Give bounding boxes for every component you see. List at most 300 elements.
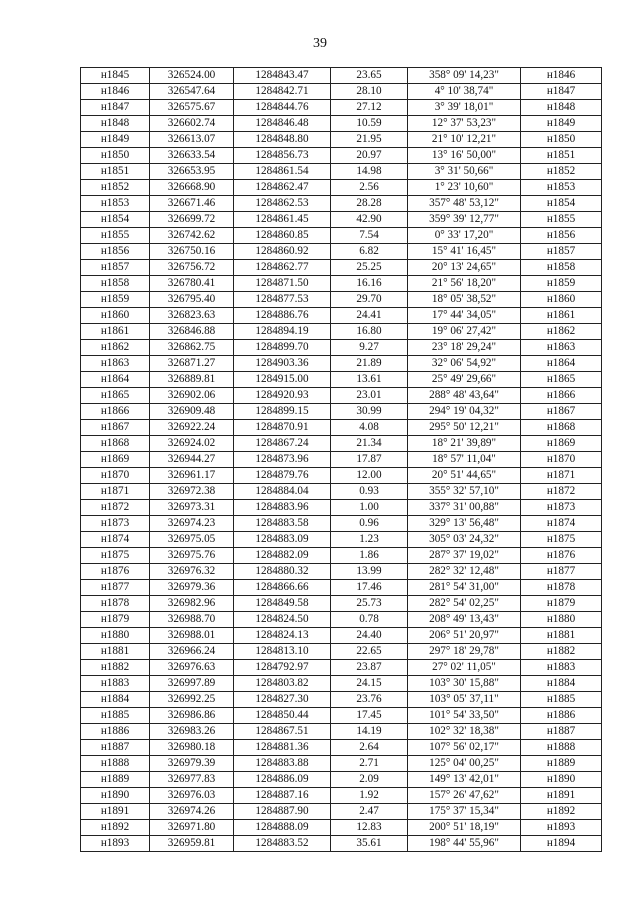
- distance-cell: 12.83: [331, 820, 408, 836]
- x-coordinate-cell: 326924.02: [150, 436, 234, 452]
- y-coordinate-cell: 1284844.76: [234, 100, 331, 116]
- point-to-cell: н1859: [521, 276, 602, 292]
- y-coordinate-cell: 1284899.70: [234, 340, 331, 356]
- table-row: [81, 452, 602, 468]
- bearing-cell: 175° 37' 15,34": [408, 804, 521, 820]
- table-row: [81, 436, 602, 452]
- point-to-cell: н1848: [521, 100, 602, 116]
- table-row: [81, 148, 602, 164]
- point-to-cell: н1877: [521, 564, 602, 580]
- x-coordinate-cell: 326971.80: [150, 820, 234, 836]
- point-to-cell: н1866: [521, 388, 602, 404]
- table-row: [81, 788, 602, 804]
- point-from-cell: н1854: [81, 212, 150, 228]
- point-to-cell: н1889: [521, 756, 602, 772]
- table-row: [81, 68, 602, 84]
- x-coordinate-cell: 326972.38: [150, 484, 234, 500]
- point-from-cell: н1888: [81, 756, 150, 772]
- coordinates-table: [80, 67, 602, 852]
- table-row: [81, 692, 602, 708]
- point-to-cell: н1867: [521, 404, 602, 420]
- table-row: [81, 100, 602, 116]
- distance-cell: 1.92: [331, 788, 408, 804]
- table-row: [81, 500, 602, 516]
- point-from-cell: н1878: [81, 596, 150, 612]
- distance-cell: 7.54: [331, 228, 408, 244]
- bearing-cell: 18° 21' 39,89": [408, 436, 521, 452]
- point-from-cell: н1893: [81, 836, 150, 852]
- bearing-cell: 282° 54' 02,25": [408, 596, 521, 612]
- bearing-cell: 357° 48' 53,12": [408, 196, 521, 212]
- y-coordinate-cell: 1284848.80: [234, 132, 331, 148]
- x-coordinate-cell: 326961.17: [150, 468, 234, 484]
- y-coordinate-cell: 1284862.77: [234, 260, 331, 276]
- bearing-cell: 17° 44' 34,05": [408, 308, 521, 324]
- table-row: [81, 372, 602, 388]
- table-row: [81, 276, 602, 292]
- bearing-cell: 0° 33' 17,20": [408, 228, 521, 244]
- bearing-cell: 102° 32' 18,38": [408, 724, 521, 740]
- point-from-cell: н1879: [81, 612, 150, 628]
- distance-cell: 2.56: [331, 180, 408, 196]
- bearing-cell: 200° 51' 18,19": [408, 820, 521, 836]
- point-from-cell: н1891: [81, 804, 150, 820]
- distance-cell: 17.46: [331, 580, 408, 596]
- point-to-cell: н1861: [521, 308, 602, 324]
- y-coordinate-cell: 1284866.66: [234, 580, 331, 596]
- bearing-cell: 18° 05' 38,52": [408, 292, 521, 308]
- distance-cell: 24.41: [331, 308, 408, 324]
- point-from-cell: н1859: [81, 292, 150, 308]
- bearing-cell: 288° 48' 43,64": [408, 388, 521, 404]
- bearing-cell: 15° 41' 16,45": [408, 244, 521, 260]
- point-to-cell: н1886: [521, 708, 602, 724]
- x-coordinate-cell: 326975.05: [150, 532, 234, 548]
- point-from-cell: н1864: [81, 372, 150, 388]
- x-coordinate-cell: 326613.07: [150, 132, 234, 148]
- bearing-cell: 287° 37' 19,02": [408, 548, 521, 564]
- point-to-cell: н1855: [521, 212, 602, 228]
- bearing-cell: 21° 56' 18,20": [408, 276, 521, 292]
- bearing-cell: 157° 26' 47,62": [408, 788, 521, 804]
- point-from-cell: н1874: [81, 532, 150, 548]
- distance-cell: 28.28: [331, 196, 408, 212]
- point-to-cell: н1874: [521, 516, 602, 532]
- bearing-cell: 208° 49' 13,43": [408, 612, 521, 628]
- x-coordinate-cell: 326977.83: [150, 772, 234, 788]
- distance-cell: 13.61: [331, 372, 408, 388]
- distance-cell: 21.95: [331, 132, 408, 148]
- y-coordinate-cell: 1284880.32: [234, 564, 331, 580]
- table-row: [81, 548, 602, 564]
- table-row: [81, 388, 602, 404]
- table-row: [81, 628, 602, 644]
- point-to-cell: н1862: [521, 324, 602, 340]
- bearing-cell: 198° 44' 55,96": [408, 836, 521, 852]
- table-row: [81, 516, 602, 532]
- distance-cell: 2.47: [331, 804, 408, 820]
- distance-cell: 10.59: [331, 116, 408, 132]
- point-to-cell: н1858: [521, 260, 602, 276]
- y-coordinate-cell: 1284883.96: [234, 500, 331, 516]
- point-to-cell: н1879: [521, 596, 602, 612]
- y-coordinate-cell: 1284883.09: [234, 532, 331, 548]
- y-coordinate-cell: 1284849.58: [234, 596, 331, 612]
- bearing-cell: 359° 39' 12,77": [408, 212, 521, 228]
- y-coordinate-cell: 1284813.10: [234, 644, 331, 660]
- y-coordinate-cell: 1284879.76: [234, 468, 331, 484]
- y-coordinate-cell: 1284861.54: [234, 164, 331, 180]
- point-from-cell: н1848: [81, 116, 150, 132]
- point-to-cell: н1891: [521, 788, 602, 804]
- y-coordinate-cell: 1284846.48: [234, 116, 331, 132]
- x-coordinate-cell: 326902.06: [150, 388, 234, 404]
- distance-cell: 13.99: [331, 564, 408, 580]
- distance-cell: 24.40: [331, 628, 408, 644]
- table-row: [81, 212, 602, 228]
- point-to-cell: н1885: [521, 692, 602, 708]
- table-row: [81, 772, 602, 788]
- bearing-cell: 19° 06' 27,42": [408, 324, 521, 340]
- distance-cell: 23.01: [331, 388, 408, 404]
- distance-cell: 25.73: [331, 596, 408, 612]
- table-row: [81, 596, 602, 612]
- bearing-cell: 25° 49' 29,66": [408, 372, 521, 388]
- x-coordinate-cell: 326974.26: [150, 804, 234, 820]
- distance-cell: 35.61: [331, 836, 408, 852]
- y-coordinate-cell: 1284915.00: [234, 372, 331, 388]
- distance-cell: 1.00: [331, 500, 408, 516]
- point-to-cell: н1849: [521, 116, 602, 132]
- distance-cell: 29.70: [331, 292, 408, 308]
- y-coordinate-cell: 1284827.30: [234, 692, 331, 708]
- x-coordinate-cell: 326959.81: [150, 836, 234, 852]
- distance-cell: 17.45: [331, 708, 408, 724]
- table-row: [81, 532, 602, 548]
- x-coordinate-cell: 326862.75: [150, 340, 234, 356]
- distance-cell: 12.00: [331, 468, 408, 484]
- y-coordinate-cell: 1284803.82: [234, 676, 331, 692]
- point-from-cell: н1860: [81, 308, 150, 324]
- point-to-cell: н1894: [521, 836, 602, 852]
- y-coordinate-cell: 1284856.73: [234, 148, 331, 164]
- distance-cell: 20.97: [331, 148, 408, 164]
- x-coordinate-cell: 326889.81: [150, 372, 234, 388]
- point-to-cell: н1869: [521, 436, 602, 452]
- bearing-cell: 297° 18' 29,78": [408, 644, 521, 660]
- point-from-cell: н1877: [81, 580, 150, 596]
- y-coordinate-cell: 1284886.09: [234, 772, 331, 788]
- point-from-cell: н1865: [81, 388, 150, 404]
- bearing-cell: 13° 16' 50,00": [408, 148, 521, 164]
- point-from-cell: н1871: [81, 484, 150, 500]
- coordinates-table-body: [81, 68, 602, 852]
- x-coordinate-cell: 326988.70: [150, 612, 234, 628]
- distance-cell: 0.93: [331, 484, 408, 500]
- table-row: [81, 564, 602, 580]
- point-to-cell: н1864: [521, 356, 602, 372]
- y-coordinate-cell: 1284861.45: [234, 212, 331, 228]
- point-from-cell: н1870: [81, 468, 150, 484]
- x-coordinate-cell: 326823.63: [150, 308, 234, 324]
- y-coordinate-cell: 1284883.88: [234, 756, 331, 772]
- point-from-cell: н1869: [81, 452, 150, 468]
- distance-cell: 42.90: [331, 212, 408, 228]
- x-coordinate-cell: 326742.62: [150, 228, 234, 244]
- x-coordinate-cell: 326699.72: [150, 212, 234, 228]
- bearing-cell: 294° 19' 04,32": [408, 404, 521, 420]
- bearing-cell: 18° 57' 11,04": [408, 452, 521, 468]
- point-from-cell: н1845: [81, 68, 150, 84]
- x-coordinate-cell: 326909.48: [150, 404, 234, 420]
- point-from-cell: н1892: [81, 820, 150, 836]
- point-from-cell: н1857: [81, 260, 150, 276]
- table-row: [81, 324, 602, 340]
- y-coordinate-cell: 1284867.24: [234, 436, 331, 452]
- bearing-cell: 3° 31' 50,66": [408, 164, 521, 180]
- distance-cell: 1.23: [331, 532, 408, 548]
- distance-cell: 16.16: [331, 276, 408, 292]
- point-from-cell: н1868: [81, 436, 150, 452]
- point-from-cell: н1886: [81, 724, 150, 740]
- point-to-cell: н1888: [521, 740, 602, 756]
- table-row: [81, 308, 602, 324]
- table-row: [81, 340, 602, 356]
- distance-cell: 24.15: [331, 676, 408, 692]
- point-from-cell: н1890: [81, 788, 150, 804]
- x-coordinate-cell: 326871.27: [150, 356, 234, 372]
- point-to-cell: н1847: [521, 84, 602, 100]
- table-row: [81, 244, 602, 260]
- y-coordinate-cell: 1284792.97: [234, 660, 331, 676]
- table-row: [81, 164, 602, 180]
- point-to-cell: н1870: [521, 452, 602, 468]
- x-coordinate-cell: 326668.90: [150, 180, 234, 196]
- table-row: [81, 260, 602, 276]
- bearing-cell: 101° 54' 33,50": [408, 708, 521, 724]
- bearing-cell: 27° 02' 11,05": [408, 660, 521, 676]
- x-coordinate-cell: 326795.40: [150, 292, 234, 308]
- bearing-cell: 282° 32' 12,48": [408, 564, 521, 580]
- distance-cell: 0.78: [331, 612, 408, 628]
- distance-cell: 2.09: [331, 772, 408, 788]
- table-row: [81, 820, 602, 836]
- distance-cell: 27.12: [331, 100, 408, 116]
- table-row: [81, 468, 602, 484]
- point-from-cell: н1875: [81, 548, 150, 564]
- distance-cell: 2.71: [331, 756, 408, 772]
- point-from-cell: н1847: [81, 100, 150, 116]
- point-to-cell: н1852: [521, 164, 602, 180]
- point-to-cell: н1883: [521, 660, 602, 676]
- point-to-cell: н1873: [521, 500, 602, 516]
- point-to-cell: н1854: [521, 196, 602, 212]
- table-row: [81, 180, 602, 196]
- x-coordinate-cell: 326997.89: [150, 676, 234, 692]
- distance-cell: 22.65: [331, 644, 408, 660]
- distance-cell: 23.65: [331, 68, 408, 84]
- table-row: [81, 356, 602, 372]
- y-coordinate-cell: 1284873.96: [234, 452, 331, 468]
- y-coordinate-cell: 1284843.47: [234, 68, 331, 84]
- point-to-cell: н1857: [521, 244, 602, 260]
- y-coordinate-cell: 1284894.19: [234, 324, 331, 340]
- point-from-cell: н1872: [81, 500, 150, 516]
- x-coordinate-cell: 326976.03: [150, 788, 234, 804]
- bearing-cell: 149° 13' 42,01": [408, 772, 521, 788]
- bearing-cell: 20° 13' 24,65": [408, 260, 521, 276]
- point-from-cell: н1866: [81, 404, 150, 420]
- y-coordinate-cell: 1284842.71: [234, 84, 331, 100]
- point-to-cell: н1860: [521, 292, 602, 308]
- point-to-cell: н1868: [521, 420, 602, 436]
- point-from-cell: н1850: [81, 148, 150, 164]
- table-row: [81, 84, 602, 100]
- point-to-cell: н1875: [521, 532, 602, 548]
- point-to-cell: н1856: [521, 228, 602, 244]
- page-number: 39: [313, 36, 327, 51]
- table-row: [81, 196, 602, 212]
- y-coordinate-cell: 1284888.09: [234, 820, 331, 836]
- bearing-cell: 21° 10' 12,21": [408, 132, 521, 148]
- x-coordinate-cell: 326979.36: [150, 580, 234, 596]
- point-from-cell: н1863: [81, 356, 150, 372]
- point-from-cell: н1887: [81, 740, 150, 756]
- table-row: [81, 756, 602, 772]
- y-coordinate-cell: 1284860.92: [234, 244, 331, 260]
- point-from-cell: н1856: [81, 244, 150, 260]
- bearing-cell: 103° 30' 15,88": [408, 676, 521, 692]
- distance-cell: 9.27: [331, 340, 408, 356]
- point-from-cell: н1889: [81, 772, 150, 788]
- x-coordinate-cell: 326922.24: [150, 420, 234, 436]
- point-from-cell: н1883: [81, 676, 150, 692]
- x-coordinate-cell: 326988.01: [150, 628, 234, 644]
- point-from-cell: н1862: [81, 340, 150, 356]
- x-coordinate-cell: 326633.54: [150, 148, 234, 164]
- x-coordinate-cell: 326974.23: [150, 516, 234, 532]
- point-to-cell: н1892: [521, 804, 602, 820]
- y-coordinate-cell: 1284899.15: [234, 404, 331, 420]
- point-from-cell: н1881: [81, 644, 150, 660]
- x-coordinate-cell: 326976.32: [150, 564, 234, 580]
- bearing-cell: 4° 10' 38,74": [408, 84, 521, 100]
- point-from-cell: н1884: [81, 692, 150, 708]
- table-row: [81, 292, 602, 308]
- table-row: [81, 724, 602, 740]
- distance-cell: 2.64: [331, 740, 408, 756]
- y-coordinate-cell: 1284887.90: [234, 804, 331, 820]
- bearing-cell: 206° 51' 20,97": [408, 628, 521, 644]
- y-coordinate-cell: 1284920.93: [234, 388, 331, 404]
- y-coordinate-cell: 1284887.16: [234, 788, 331, 804]
- table-row: [81, 644, 602, 660]
- point-to-cell: н1853: [521, 180, 602, 196]
- x-coordinate-cell: 326547.64: [150, 84, 234, 100]
- y-coordinate-cell: 1284860.85: [234, 228, 331, 244]
- point-from-cell: н1846: [81, 84, 150, 100]
- bearing-cell: 355° 32' 57,10": [408, 484, 521, 500]
- point-to-cell: н1884: [521, 676, 602, 692]
- point-from-cell: н1851: [81, 164, 150, 180]
- point-from-cell: н1861: [81, 324, 150, 340]
- table-row: [81, 660, 602, 676]
- table-row: [81, 708, 602, 724]
- x-coordinate-cell: 326983.26: [150, 724, 234, 740]
- distance-cell: 6.82: [331, 244, 408, 260]
- point-from-cell: н1858: [81, 276, 150, 292]
- point-from-cell: н1867: [81, 420, 150, 436]
- y-coordinate-cell: 1284824.50: [234, 612, 331, 628]
- bearing-cell: 103° 05' 37,11": [408, 692, 521, 708]
- distance-cell: 1.86: [331, 548, 408, 564]
- bearing-cell: 23° 18' 29,24": [408, 340, 521, 356]
- distance-cell: 21.34: [331, 436, 408, 452]
- bearing-cell: 3° 39' 18,01": [408, 100, 521, 116]
- y-coordinate-cell: 1284886.76: [234, 308, 331, 324]
- bearing-cell: 32° 06' 54,92": [408, 356, 521, 372]
- x-coordinate-cell: 326750.16: [150, 244, 234, 260]
- x-coordinate-cell: 326944.27: [150, 452, 234, 468]
- x-coordinate-cell: 326524.00: [150, 68, 234, 84]
- point-from-cell: н1880: [81, 628, 150, 644]
- bearing-cell: 337° 31' 00,88": [408, 500, 521, 516]
- point-to-cell: н1871: [521, 468, 602, 484]
- point-from-cell: н1885: [81, 708, 150, 724]
- point-from-cell: н1855: [81, 228, 150, 244]
- table-row: [81, 612, 602, 628]
- distance-cell: 30.99: [331, 404, 408, 420]
- x-coordinate-cell: 326979.39: [150, 756, 234, 772]
- distance-cell: 16.80: [331, 324, 408, 340]
- point-to-cell: н1846: [521, 68, 602, 84]
- distance-cell: 21.89: [331, 356, 408, 372]
- y-coordinate-cell: 1284903.36: [234, 356, 331, 372]
- point-to-cell: н1865: [521, 372, 602, 388]
- y-coordinate-cell: 1284884.04: [234, 484, 331, 500]
- distance-cell: 14.19: [331, 724, 408, 740]
- distance-cell: 23.76: [331, 692, 408, 708]
- y-coordinate-cell: 1284867.51: [234, 724, 331, 740]
- x-coordinate-cell: 326780.41: [150, 276, 234, 292]
- y-coordinate-cell: 1284870.91: [234, 420, 331, 436]
- y-coordinate-cell: 1284877.53: [234, 292, 331, 308]
- x-coordinate-cell: 326986.86: [150, 708, 234, 724]
- x-coordinate-cell: 326671.46: [150, 196, 234, 212]
- distance-cell: 14.98: [331, 164, 408, 180]
- table-row: [81, 836, 602, 852]
- bearing-cell: 12° 37' 53,23": [408, 116, 521, 132]
- x-coordinate-cell: 326756.72: [150, 260, 234, 276]
- table-row: [81, 404, 602, 420]
- table-row: [81, 580, 602, 596]
- table-row: [81, 132, 602, 148]
- y-coordinate-cell: 1284883.52: [234, 836, 331, 852]
- distance-cell: 0.96: [331, 516, 408, 532]
- x-coordinate-cell: 326980.18: [150, 740, 234, 756]
- point-to-cell: н1863: [521, 340, 602, 356]
- point-from-cell: н1852: [81, 180, 150, 196]
- point-from-cell: н1882: [81, 660, 150, 676]
- y-coordinate-cell: 1284824.13: [234, 628, 331, 644]
- point-to-cell: н1878: [521, 580, 602, 596]
- distance-cell: 23.87: [331, 660, 408, 676]
- point-to-cell: н1876: [521, 548, 602, 564]
- y-coordinate-cell: 1284862.53: [234, 196, 331, 212]
- distance-cell: 4.08: [331, 420, 408, 436]
- x-coordinate-cell: 326982.96: [150, 596, 234, 612]
- point-from-cell: н1849: [81, 132, 150, 148]
